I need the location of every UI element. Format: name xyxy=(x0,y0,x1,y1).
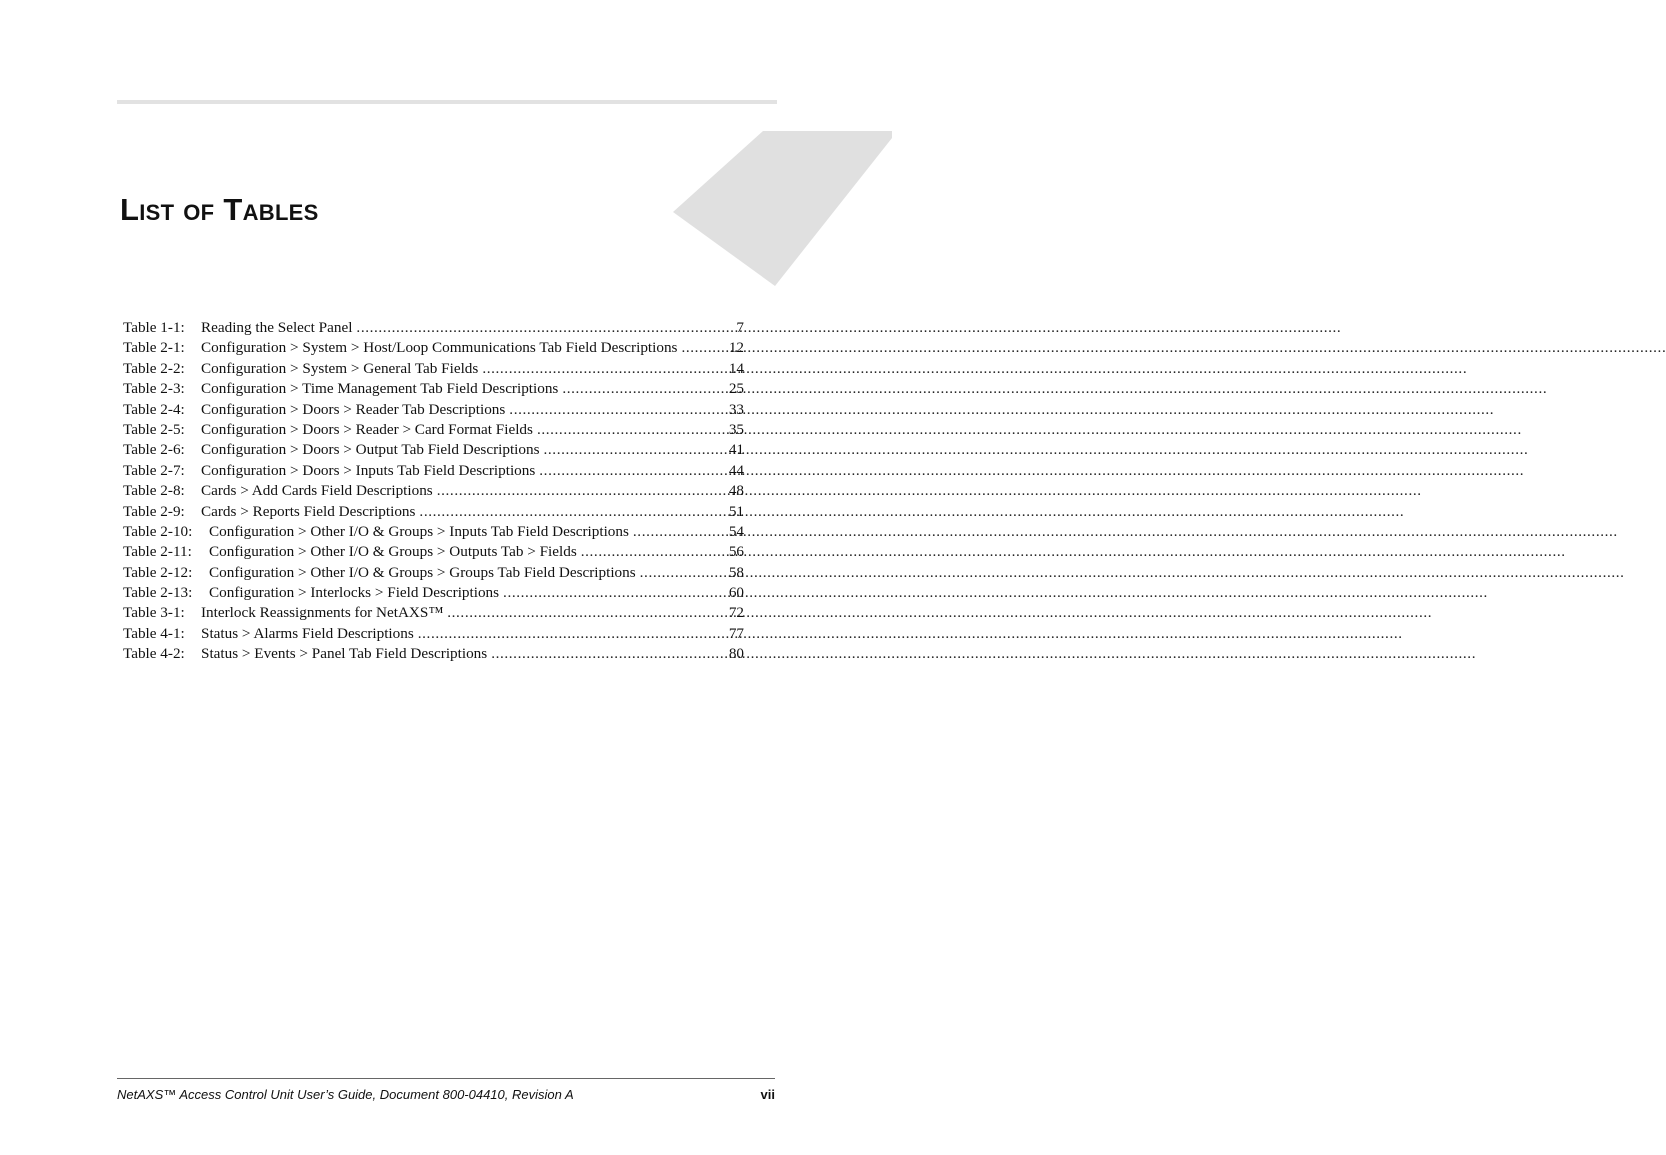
toc-dot-leader xyxy=(537,420,728,440)
toc-entry-page-number: 7 xyxy=(736,319,744,336)
toc-entry[interactable] xyxy=(123,400,744,420)
toc-entry-page-number: 14 xyxy=(728,359,744,377)
toc-entry[interactable] xyxy=(123,603,744,623)
toc-entry-title: Configuration > Other I/O & Groups > Groups Tab Field Descriptions xyxy=(209,563,636,581)
toc-entry-label: Table 4-1: xyxy=(123,624,185,642)
toc-dot-leader xyxy=(437,481,728,501)
toc-entry-title: Status > Events > Panel Tab Field Descriptions xyxy=(201,645,488,663)
toc-entry-title: Status > Alarms Field Descriptions xyxy=(201,624,414,642)
toc-entry-label: Table 2-7: xyxy=(123,461,185,479)
toc-entry-title: Cards > Add Cards Field Descriptions xyxy=(201,482,433,500)
toc-entry-title: Interlock Reassignments for NetAXS™ xyxy=(201,604,444,622)
toc-dot-leader xyxy=(356,318,735,338)
toc-entry[interactable] xyxy=(123,338,744,358)
toc-dot-leader xyxy=(633,522,728,542)
toc-entry-page-number: 25 xyxy=(728,380,744,398)
toc-entry-title: Configuration > Time Management Tab Field Descriptions xyxy=(201,380,559,398)
corner-triangle xyxy=(673,131,892,286)
toc-entry-label: Table 2-2: xyxy=(123,359,185,377)
toc-dot-leader xyxy=(539,461,728,481)
toc-entry[interactable] xyxy=(123,420,744,440)
toc-entry-label: Table 2-4: xyxy=(123,400,185,418)
toc-entry-page-number: 33 xyxy=(728,400,744,418)
toc-entry-label: Table 2-10: xyxy=(123,522,193,540)
toc-entry-page-number: 44 xyxy=(728,461,744,479)
toc-entry[interactable] xyxy=(123,502,744,522)
toc-entry-label: Table 2-1: xyxy=(123,339,185,357)
toc-entry[interactable] xyxy=(123,583,744,603)
toc-entry-title: Configuration > Doors > Inputs Tab Field Descriptions xyxy=(201,461,536,479)
toc-entry[interactable] xyxy=(123,440,744,460)
toc-entry-page-number: 35 xyxy=(728,420,744,438)
toc-entry-label: Table 2-5: xyxy=(123,420,185,438)
header-top-rule xyxy=(117,100,777,104)
toc-entry-label: Table 2-3: xyxy=(123,380,185,398)
toc-entry-title: Configuration > Doors > Reader Tab Descriptions xyxy=(201,400,506,418)
toc-entry-page-number: 56 xyxy=(728,543,744,561)
footer-rule xyxy=(117,1078,775,1079)
toc-dot-leader xyxy=(681,338,727,358)
toc-dot-leader xyxy=(509,400,728,420)
toc-entry-title: Configuration > System > Host/Loop Communications Tab Field Descriptions xyxy=(201,339,678,357)
toc-entry-page-number: 77 xyxy=(728,624,744,642)
toc-entry[interactable] xyxy=(123,481,744,501)
toc-dot-leader xyxy=(447,603,728,623)
toc-entry-page-number: 41 xyxy=(728,441,744,459)
decorative-corner-shape xyxy=(0,0,892,300)
toc-dot-leader xyxy=(503,583,728,603)
toc-entry[interactable] xyxy=(123,644,744,664)
table-of-contents xyxy=(123,318,744,665)
toc-entry-page-number: 48 xyxy=(728,482,744,500)
page-title: List of Tables xyxy=(120,192,319,227)
toc-entry[interactable] xyxy=(123,379,744,399)
toc-entry[interactable] xyxy=(123,318,744,338)
toc-entry-label: Table 2-9: xyxy=(123,502,185,520)
toc-entry[interactable] xyxy=(123,461,744,481)
toc-entry-page-number: 51 xyxy=(728,502,744,520)
footer-document-title: NetAXS™ Access Control Unit User’s Guide, Document 800-04410, Revision A xyxy=(117,1087,574,1102)
toc-entry[interactable] xyxy=(123,359,744,379)
toc-entry-page-number: 72 xyxy=(728,604,744,622)
toc-dot-leader xyxy=(491,644,728,664)
toc-entry-label: Table 2-12: xyxy=(123,563,193,581)
toc-entry[interactable] xyxy=(123,522,744,542)
toc-entry-label: Table 2-6: xyxy=(123,441,185,459)
toc-dot-leader xyxy=(562,379,727,399)
toc-dot-leader xyxy=(581,542,728,562)
toc-entry-label: Table 3-1: xyxy=(123,604,185,622)
footer-page-number: vii xyxy=(760,1087,775,1102)
toc-entry-page-number: 54 xyxy=(728,522,744,540)
toc-dot-leader xyxy=(640,563,728,583)
toc-entry-title: Configuration > Doors > Reader > Card Format Fields xyxy=(201,420,533,438)
toc-entry[interactable] xyxy=(123,624,744,644)
toc-entry-page-number: 60 xyxy=(728,584,744,602)
toc-entry-title: Configuration > Other I/O & Groups > Outputs Tab > Fields xyxy=(209,543,577,561)
toc-entry-label: Table 1-1: xyxy=(123,319,185,336)
toc-entry-title: Configuration > Interlocks > Field Descriptions xyxy=(209,584,500,602)
toc-entry-title: Cards > Reports Field Descriptions xyxy=(201,502,416,520)
toc-entry[interactable] xyxy=(123,563,744,583)
toc-entry-title: Configuration > Other I/O & Groups > Inputs Tab Field Descriptions xyxy=(209,522,629,540)
toc-dot-leader xyxy=(544,440,728,460)
toc-dot-leader xyxy=(482,359,728,379)
toc-entry-label: Table 2-8: xyxy=(123,482,185,500)
toc-entry[interactable] xyxy=(123,542,744,562)
toc-entry-title: Configuration > System > General Tab Fields xyxy=(201,359,479,377)
toc-entry-page-number: 12 xyxy=(728,339,744,357)
toc-entry-label: Table 4-2: xyxy=(123,645,185,663)
toc-entry-title: Configuration > Doors > Output Tab Field Descriptions xyxy=(201,441,540,459)
toc-entry-page-number: 58 xyxy=(728,563,744,581)
toc-entry-title: Reading the Select Panel xyxy=(201,319,353,336)
toc-entry-page-number: 80 xyxy=(728,645,744,663)
toc-entry-label: Table 2-11: xyxy=(123,543,192,561)
toc-entry-label: Table 2-13: xyxy=(123,584,193,602)
toc-dot-leader xyxy=(418,624,728,644)
toc-dot-leader xyxy=(419,502,727,522)
